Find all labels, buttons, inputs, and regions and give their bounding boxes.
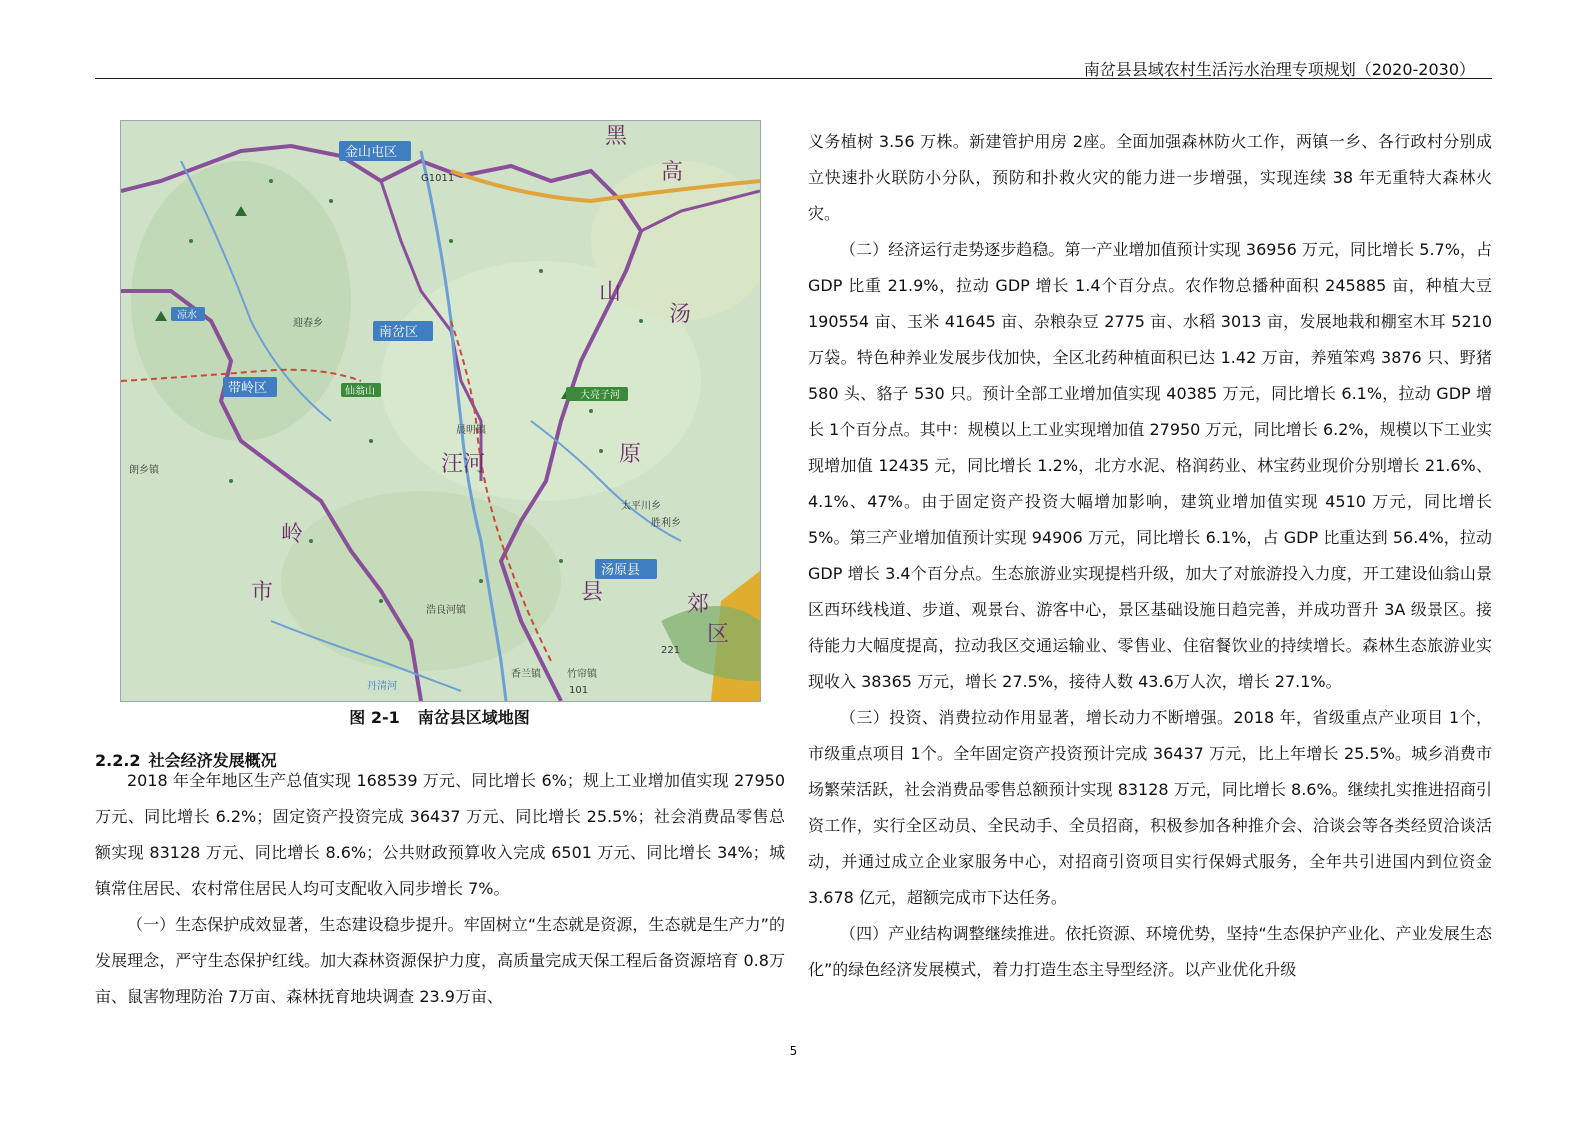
map-label-shan: 山 — [599, 280, 622, 305]
map-label-ling: 岭 — [281, 522, 304, 547]
paragraph: （四）产业结构调整继续推进。依托资源、环境优势，坚持“生态保护产业化、产业发展生态化”的绿色经济发展模式，着力打造生态主导型经济。以产业优化升级 — [808, 924, 1492, 979]
header-divider — [95, 78, 1492, 79]
map-label-danqinghe: 丹清河 — [367, 681, 397, 692]
map-label-g1011: G1011 — [421, 173, 455, 184]
map-label-tang: 汤 — [669, 302, 692, 327]
map-label-yuan: 原 — [619, 442, 642, 467]
paragraph-continuation: 义务植树 3.56 万株。新建管护用房 2座。全面加强森林防火工作，两镇一乡、各行政村分别成立快速扑火联防小分队，预防和扑救火灾的能力进一步增强，实现连续 38 年无重特大森林火灾。 — [808, 132, 1492, 223]
map-label-hei: 黑 — [605, 124, 628, 149]
terrain-map-image — [121, 121, 760, 701]
paragraph: （三）投资、消费拉动作用显著，增长动力不断增强。2018 年，省级重点产业项目 1个，市级重点项目 1个。全年固定资产投资预计完成 36437 万元，比上年增长 25.5%。城乡消费市场繁荣活跃，社会消费品零售总额预计实现 83128 万元，同比增长 8.6%。继续扎实推进招商引资工作，实行全区动员、全民动手、全员招商，积极参加各种推介会、洽谈会等各类经贸洽谈活动，并通过成立企业家服务中心，对招商引资项目实行保姆式服务，全年共引进国内到位资金 3.678 亿元，超额完成市下达任务。 — [808, 708, 1492, 907]
map-label-zhulian: 竹帘镇 — [567, 669, 597, 680]
figure-number: 图 2-1 — [349, 708, 400, 727]
map-label-shengli: 胜利乡 — [651, 518, 681, 529]
map-label-dailing: 带岭区 — [228, 381, 268, 396]
map-label-haoliang: 浩良河镇 — [426, 605, 466, 616]
map-label-xianwengshan: 仙翁山 — [345, 386, 375, 397]
map-label-jinshantun: 金山屯区 — [345, 145, 398, 160]
map-label-gao: 高 — [661, 160, 684, 185]
map-label-chenming: 晨明镇 — [456, 425, 486, 436]
map-label-shi: 市 — [251, 580, 274, 605]
paragraph: （二）经济运行走势逐步趋稳。第一产业增加值预计实现 36956 万元，同比增长 5.7%，占 GDP 比重 21.9%，拉动 GDP 增长 1.4个百分点。农作物总播种面积 245885 亩，种植大豆 190554 亩、玉米 41645 亩、杂粮杂豆 2775 亩、水稻 3013 亩，发展地栽和棚室木耳 5210 万袋。特色种养业发展步伐加快，全区北药种植面积已达 1.42 万亩，养殖笨鸡 3876 只、野猪 580 头、貉子 530 只。预计全部工业增加值实现 40385 万元，同比增长 6.1%，拉动 GDP 增长 1个百分点。其中：规模以上工业实现增加值 27950 万元，同比增长 6.2%，规模以下工业实现增加值 12435 元，同比增长 1.2%，北方水泥、格润药业、林宝药业现价分别增长 21.6%、4.1%、47%。由于固定资产投资大幅增加影响，建筑业增加值实现 4510 万元，同比增长 5%。第三产业增加值预计实现 94906 万元，同比增长 6.1%，占 GDP 比重达到 56.4%，拉动 GDP 增长 3.4个百分点。生态旅游业实现提档升级，加大了对旅游投入力度，开工建设仙翁山景区西环线栈道、步道、观景台、游客中心，景区基础设施日趋完善，并成功晋升 3A 级景区。接待能力大幅度提高，拉动我区交通运输业、零售业、住宿餐饮业的持续增长。森林生态旅游业实现收入 38365 万元，增长 27.5%，接待人数 43.6万人次，增长 27.1%。 — [808, 240, 1492, 691]
section-number: 2.2.2 — [95, 751, 141, 770]
paragraph: 2018 年全年地区生产总值实现 168539 万元、同比增长 6%；规上工业增加值实现 27950 万元、同比增长 6.2%；固定资产投资完成 36437 万元、同比增长 25.5%；社会消费品零售总额实现 83128 万元、同比增长 8.6%；公共财政预算收入完成 6501 万元、同比增长 34%；城镇常住居民、农村常住居民人均可支配收入同步增长 7%。 — [95, 771, 785, 898]
map-label-jiao: 郊 — [687, 592, 710, 617]
map-label-qu: 区 — [707, 622, 730, 647]
map-label-r221: 221 — [661, 645, 681, 656]
left-text-column — [95, 763, 785, 1015]
header-title: 南岔县县域农村生活污水治理专项规划（2020-2030） — [1083, 60, 1475, 79]
map-label-xianglan: 香兰镇 — [511, 669, 541, 680]
page-number: 5 — [789, 1044, 798, 1058]
map-label-liangshui: 凉水 — [177, 310, 197, 321]
map-label-yingchun: 迎春乡 — [293, 318, 323, 329]
map-label-nancha: 南岔区 — [379, 325, 419, 340]
map-label-wanghe-1: 汪河 — [441, 452, 486, 477]
map-label-langxiang: 朗乡镇 — [129, 465, 159, 476]
figure-caption — [120, 705, 759, 728]
right-text-column — [808, 124, 1492, 988]
map-label-xian: 县 — [581, 580, 604, 605]
region-map — [120, 120, 761, 702]
section-title: 社会经济发展概况 — [148, 751, 277, 770]
map-label-r101: 101 — [569, 685, 589, 696]
paragraph: （一）生态保护成效显著，生态建设稳步提升。牢固树立“生态就是资源，生态就是生产力”的发展理念，严守生态保护红线。加大森林资源保护力度，高质量完成天保工程后备资源培育 0.8万亩、鼠害物理防治 7万亩、森林抚育地块调查 23.9万亩、 — [95, 915, 785, 1006]
map-label-taipingchuan: 太平川乡 — [621, 501, 661, 512]
map-label-tangyuan: 汤原县 — [601, 563, 641, 578]
map-label-daliangzihe: 大亮子河 — [580, 390, 620, 401]
figure-title: 南岔县区域地图 — [417, 708, 530, 727]
